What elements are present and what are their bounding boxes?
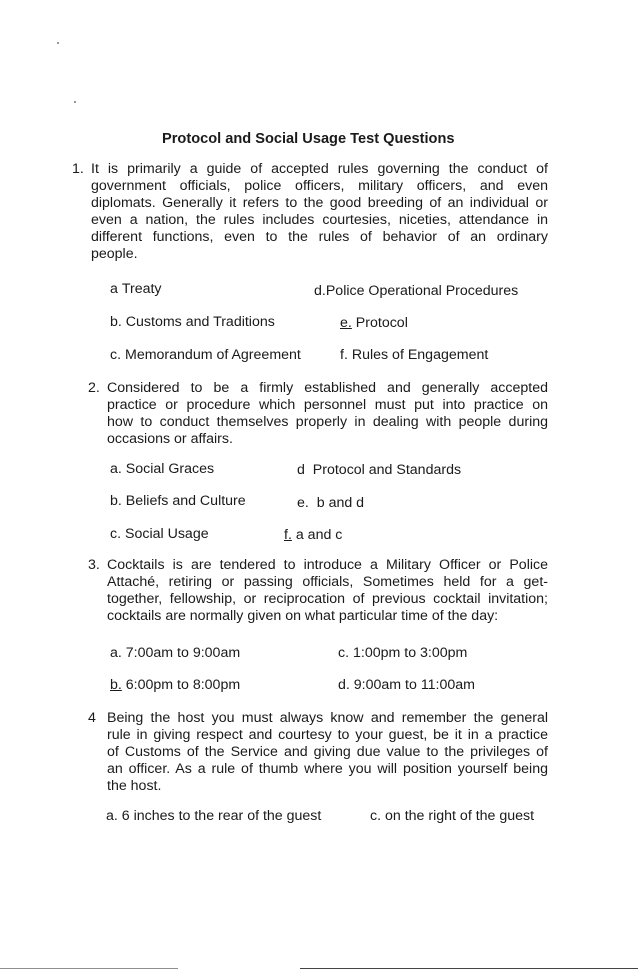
question-line: an officer. As a rule of thumb where you will position yourself being [107,761,548,777]
option-text: Treaty [121,281,162,297]
question-text [107,710,548,795]
option-text: 6 inches to the rear of the guest [121,808,322,824]
option-text: a and c [295,527,343,543]
option-2b [110,493,246,510]
option-letter: a [110,281,118,297]
question-text [107,557,548,625]
option-text: Rules of Engagement [351,347,489,363]
page-edge-line [0,968,178,969]
question-line: even a nation, the rules includes courtesies, niceties, attendance in [91,212,548,228]
option-text: 6:00pm to 8:00pm [125,677,241,693]
question-line: occasions or affairs. [107,431,233,447]
option-3d [338,677,475,694]
option-2c [110,526,209,543]
question-number: 3. [88,557,100,573]
question-line: cocktails are normally given on what particular time of the day: [107,608,499,624]
option-1e-answer [340,315,408,332]
question-line: Considered to be a firmly established and generally accepted [107,380,548,396]
question-number: 2. [88,380,100,396]
option-3a [110,645,240,662]
option-text: Protocol and Standards [312,462,462,478]
option-letter: b. [110,677,122,693]
option-text: Customs and Traditions [125,314,275,330]
option-text: Beliefs and Culture [125,493,246,509]
question-line: people. [91,246,138,262]
question-number: 1. [72,161,84,177]
question-line: It is primarily a guide of accepted rules governing the conduct of [91,161,548,177]
option-2f-answer [284,527,342,544]
question-line: the host. [107,778,162,794]
option-3b-answer [110,677,240,694]
page-title: Protocol and Social Usage Test Questions [162,131,455,147]
option-text: Social Graces [125,461,215,477]
question-line: how to conduct themselves properly in dealing with people during [107,414,548,430]
question-number: 4 [88,710,96,726]
question-line: of Customs of the Service and giving due value to the privileges of [107,744,548,760]
scan-speck [57,42,59,44]
option-1a [110,281,162,298]
option-letter: e. [297,495,309,511]
option-letter: a. [106,808,118,824]
option-letter: d. [338,677,350,693]
option-letter: c. [110,347,122,363]
option-text: 1:00pm to 3:00pm [353,645,468,661]
option-letter: d. [314,283,326,299]
option-letter: f. [340,347,348,363]
option-text: Social Usage [125,526,209,542]
option-letter: d [297,462,305,478]
option-letter: e. [340,315,352,331]
option-text: on the right of the guest [385,808,535,824]
option-letter: c. [110,526,122,542]
option-3c [338,645,467,662]
option-letter: f. [284,527,292,543]
question-line: different functions, even to the rules of behavior of an ordinary [91,229,548,245]
option-letter: a. [110,461,122,477]
question-line: Being the host you must always know and remember the general [107,710,548,726]
option-1d [314,283,518,300]
question-line: government officials, police officers, military officers, and even [91,178,548,194]
page-edge-line [300,968,638,969]
option-text: Protocol [355,315,408,331]
option-text: b and d [316,495,365,511]
option-text: Police Operational Procedures [325,283,519,299]
question-line: Cocktails is are tendered to introduce a Military Officer or Police [107,557,548,573]
question-line: practice or procedure which personnel must put into practice on [107,397,548,413]
option-4a [106,808,321,825]
option-letter: a. [110,645,122,661]
question-line: together, fellowship, or reciprocation of previous cocktail invitation; [107,591,548,607]
option-2a [110,461,214,478]
scan-speck [74,101,76,103]
question-line: diplomats. Generally it refers to the good breeding of an individual or [91,195,548,211]
option-2d [297,462,461,479]
option-letter: c. [338,645,350,661]
option-letter: c. [370,808,382,824]
question-text [91,161,548,263]
option-2e [297,495,364,512]
option-1f [340,347,488,364]
option-text: Memorandum of Agreement [125,347,301,363]
option-text: 9:00am to 11:00am [353,677,475,693]
option-1b [110,314,275,331]
question-text [107,380,548,448]
option-letter: b. [110,314,122,330]
question-line: rule in giving respect and courtesy to your guest, be it in a practice [107,727,548,743]
option-letter: b. [110,493,122,509]
option-1c [110,347,301,364]
option-text: 7:00am to 9:00am [125,645,241,661]
option-4c [370,808,534,825]
question-line: Attaché, retiring or passing officials, Sometimes held for a get- [107,574,548,590]
